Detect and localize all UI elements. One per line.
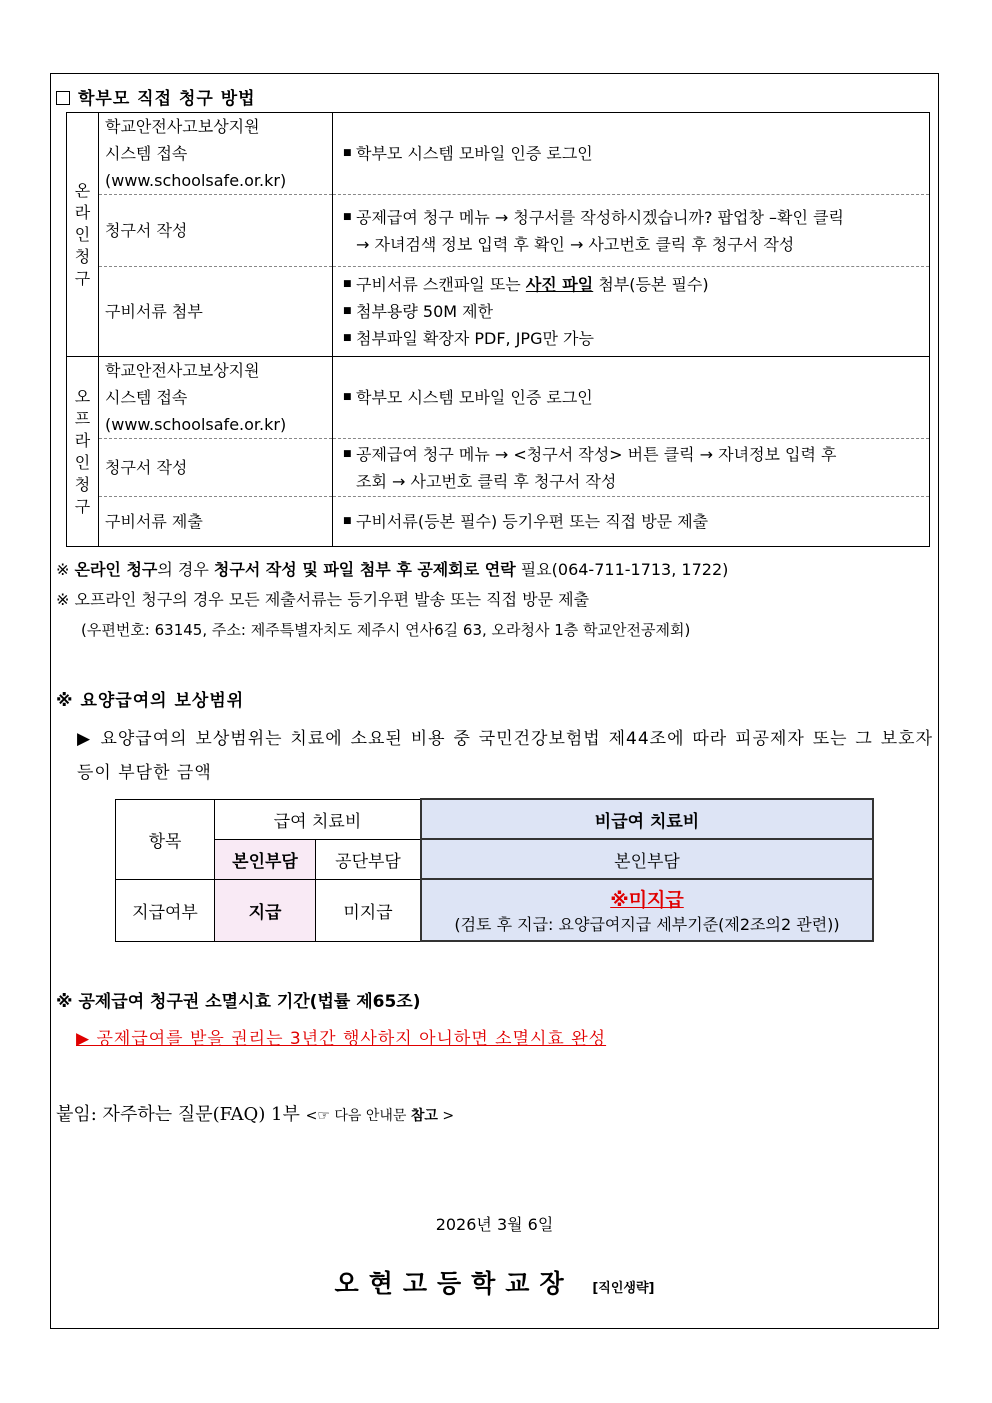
step-description: [333, 497, 930, 547]
offline-claim-row: [67, 497, 930, 547]
claim-method-table: [66, 112, 930, 547]
row-pay-status-label: 지급여부: [116, 879, 215, 941]
step-description: [333, 439, 930, 497]
description-line: ■ 공제급여 청구 메뉴 → 청구서를 작성하시겠습니까? 팝업창 –확인 클릭: [343, 204, 921, 231]
noncovered-note: (검토 후 지급: 요양급여지급 세부기준(제2조의2 관련)): [454, 915, 840, 934]
step-name: 청구서 작성: [99, 195, 333, 267]
document-date: 2026년 3월 6일: [435, 1215, 554, 1234]
square-bullet-icon: ■: [343, 516, 352, 526]
noncovered-status-cell: [421, 879, 873, 941]
description-line: ■ 구비서류(등본 필수) 등기우편 또는 직접 방문 제출: [343, 508, 921, 535]
step-name: 청구서 작성: [99, 439, 333, 497]
coverage-description: ▶ 요양급여의 보상범위는 치료에 소요된 비용 중 국민건강보험법 제44조에 따라 피공제자 또는 그 보호자 등이 부담한 금액: [77, 729, 933, 783]
coverage-table: [115, 798, 874, 942]
step-name: 학교안전사고보상지원 시스템 접속 (www.schoolsafe.or.kr): [99, 357, 333, 439]
description-line: ■ 공제급여 청구 메뉴 → <청구서 작성> 버튼 클릭 → 자녀정보 입력 후: [343, 441, 921, 468]
limitation-title: ※ 공제급여 청구권 소멸시효 기간(법률 제65조): [56, 992, 421, 1012]
offline-claim-row: [67, 439, 930, 497]
header-self-pay: 본인부담: [215, 839, 316, 879]
step-name: 구비서류 제출: [99, 497, 333, 547]
limitation-text: ▶ 공제급여를 받을 권리는 3년간 행사하지 아니하면 소멸시효 완성: [76, 1029, 607, 1049]
section-title: 학부모 직접 청구 방법: [56, 84, 256, 109]
header-noncovered-cost: 비급여 치료비: [421, 799, 873, 839]
description-line: ■ 학부모 시스템 모바일 인증 로그인: [343, 140, 921, 167]
signature-line: 오현고등학교장 [직인생략]: [334, 1269, 655, 1298]
attachment-line: 붙임: 자주하는 질문(FAQ) 1부 <☞ 다음 안내문 참고 >: [56, 1104, 455, 1125]
header-covered-cost: 급여 치료비: [215, 799, 422, 839]
postal-address: (우편번호: 63145, 주소: 제주특별자치도 제주시 연사6길 63, 오라청사 1층 학교안전공제회): [81, 621, 691, 639]
description-line: ■ 첨부파일 확장자 PDF, JPG만 가능: [343, 325, 921, 352]
step-description: [333, 113, 930, 195]
document-page: [50, 73, 939, 1329]
step-name: 학교안전사고보상지원 시스템 접속 (www.schoolsafe.or.kr): [99, 113, 333, 195]
description-line: ■ 첨부용량 50M 제한: [343, 298, 921, 325]
noncovered-status: ※미지급: [610, 889, 684, 911]
description-line: ■ 학부모 시스템 모바일 인증 로그인: [343, 384, 921, 411]
description-line: → 자녀검색 정보 입력 후 확인 → 사고번호 클릭 후 청구서 작성: [356, 234, 795, 254]
online-claim-label: 온 라 인 청 구: [67, 113, 99, 357]
header-noncovered-self-pay: 본인부담: [421, 839, 873, 879]
square-bullet-icon: ■: [343, 148, 352, 158]
step-description: [333, 357, 930, 439]
description-line: ■ 구비서류 스캔파일 또는 사진 파일 첨부(등본 필수): [343, 271, 921, 298]
offline-claim-note: ※ 오프라인 청구의 경우 모든 제출서류는 등기우편 발송 또는 직접 방문 제출: [56, 590, 590, 609]
header-agency-pay: 공단부담: [316, 839, 422, 879]
step-description: [333, 195, 930, 267]
square-bullet-icon: ■: [343, 333, 352, 343]
coverage-title: ※ 요양급여의 보상범위: [56, 691, 245, 711]
agency-pay-status: 미지급: [316, 879, 422, 941]
header-item: 항목: [116, 799, 215, 879]
step-name: 구비서류 첨부: [99, 267, 333, 357]
online-claim-row: [67, 267, 930, 357]
online-claim-note: ※ 온라인 청구의 경우 청구서 작성 및 파일 첨부 후 공제회로 연락 필요(064-711-1713, 1722): [56, 560, 729, 579]
step-description: [333, 267, 930, 357]
square-bullet-icon: ■: [343, 392, 352, 402]
square-bullet-icon: ■: [343, 279, 352, 289]
offline-claim-label: 오 프 라 인 청 구: [67, 357, 99, 547]
square-bullet-icon: ■: [343, 306, 352, 316]
square-bullet-icon: ■: [343, 211, 352, 222]
checkbox-square-icon: [56, 91, 70, 105]
online-claim-row: [67, 195, 930, 267]
online-claim-row: [67, 113, 930, 195]
description-line: 조회 → 사고번호 클릭 후 청구서 작성: [356, 471, 617, 491]
self-pay-status: 지급: [215, 879, 316, 941]
square-bullet-icon: ■: [343, 448, 352, 459]
offline-claim-row: [67, 357, 930, 439]
